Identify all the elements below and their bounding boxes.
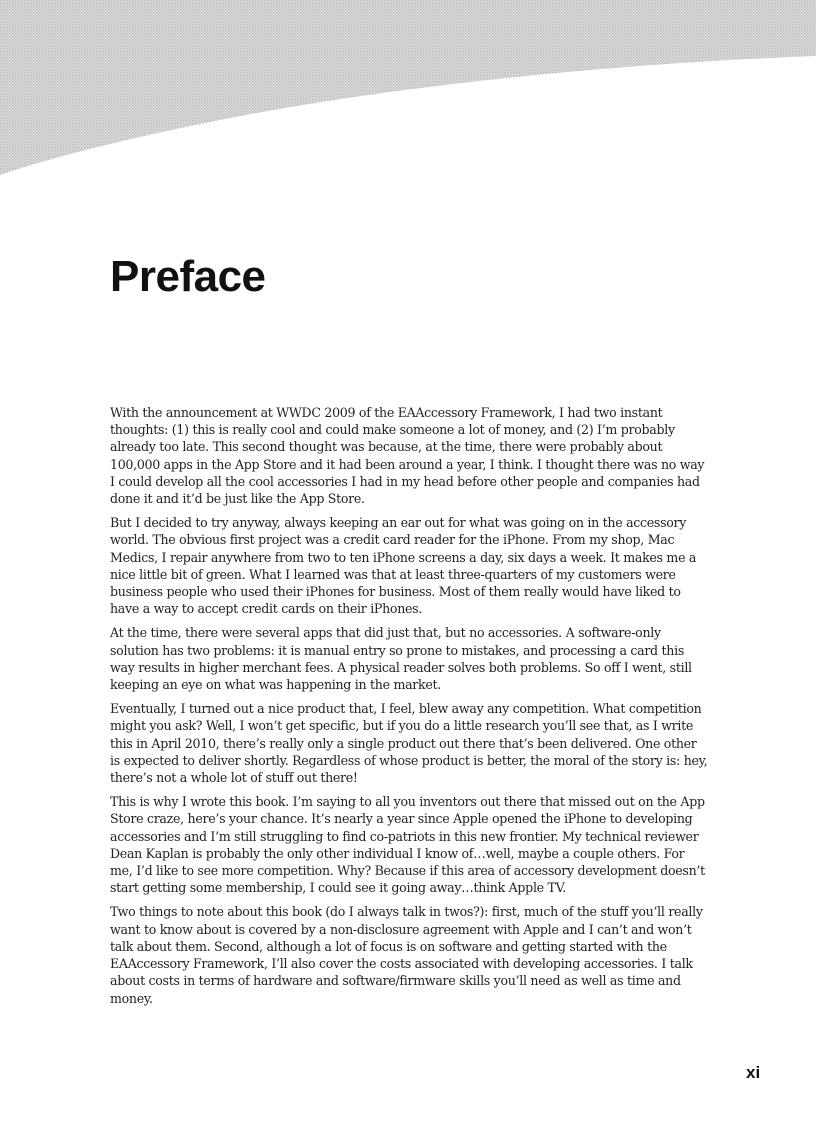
paragraph: This is why I wrote this book. I’m saying to all you inventors out there that missed out on the App Store craze, here’s your chance. It’s nearly a year since Apple opened the iPhone to developing accessories and I’m still struggling to find co-patriots in this new frontier. My technical reviewer Dean Kaplan is probably the only other individual I know of…well, maybe a couple others. For me, I’d like to see more competition. Why? Because if this area of accessory development doesn’t start getting some membership, I could see it going away…think Apple TV. — [110, 794, 705, 896]
paragraph: Eventually, I turned out a nice product that, I feel, blew away any competition. What competition might you ask? Well, I won’t get specific, but if you do a little research you’ll see that, as I write this in April 2010, there’s really only a single product out there that’s been delivered. One other is expected to deliver shortly. Regardless of whose product is better, the moral of the story is: hey, there’s not a whole lot of stuff out there! — [110, 701, 708, 786]
paragraph: At the time, there were several apps that did just that, but no accessories. A software-only solution has two problems: it is manual entry so prone to mistakes, and processing a card this way results in higher merchant fees. A physical reader solves both problems. So off I went, still keeping an eye on what was happening in the market. — [110, 625, 692, 693]
paragraph: Two things to note about this book (do I always talk in twos?): first, much of the stuff you’ll really want to know about is covered by a non-disclosure agreement with Apple and I can’t and won’t talk about them. Second, although a lot of focus is on software and getting started with the EAAccessory Framework, I’ll also cover the costs associated with developing accessories. I talk about costs in terms of hardware and software/firmware skills you’ll need as well as time and money. — [110, 904, 703, 1006]
paragraph: But I decided to try anyway, always keeping an ear out for what was going on in the accessory world. The obvious first project was a credit card reader for the iPhone. From my shop, Mac Medics, I repair anywhere from two to ten iPhone screens a day, six days a week. It makes me a nice little bit of green. What I learned was that at least three-quarters of my customers were business people who used their iPhones for business. Most of them really would have liked to have a way to accept credit cards on their iPhones. — [110, 515, 697, 617]
body-text — [110, 404, 710, 1014]
paragraph: With the announcement at WWDC 2009 of the EAAccessory Framework, I had two instant thoughts: (1) this is really cool and could make someone a lot of money, and (2) I’m probably already too late. This second thought was because, at the time, there were probably about 100,000 apps in the App Store and it had been around a year, I think. I thought there was no way I could develop all the cool accessories I had in my head before other people and companies had done it and it’d be just like the App Store. — [110, 405, 705, 507]
page-title: Preface — [110, 252, 266, 301]
page-number: xi — [746, 1063, 761, 1082]
decorative-header-swoosh — [0, 0, 816, 200]
